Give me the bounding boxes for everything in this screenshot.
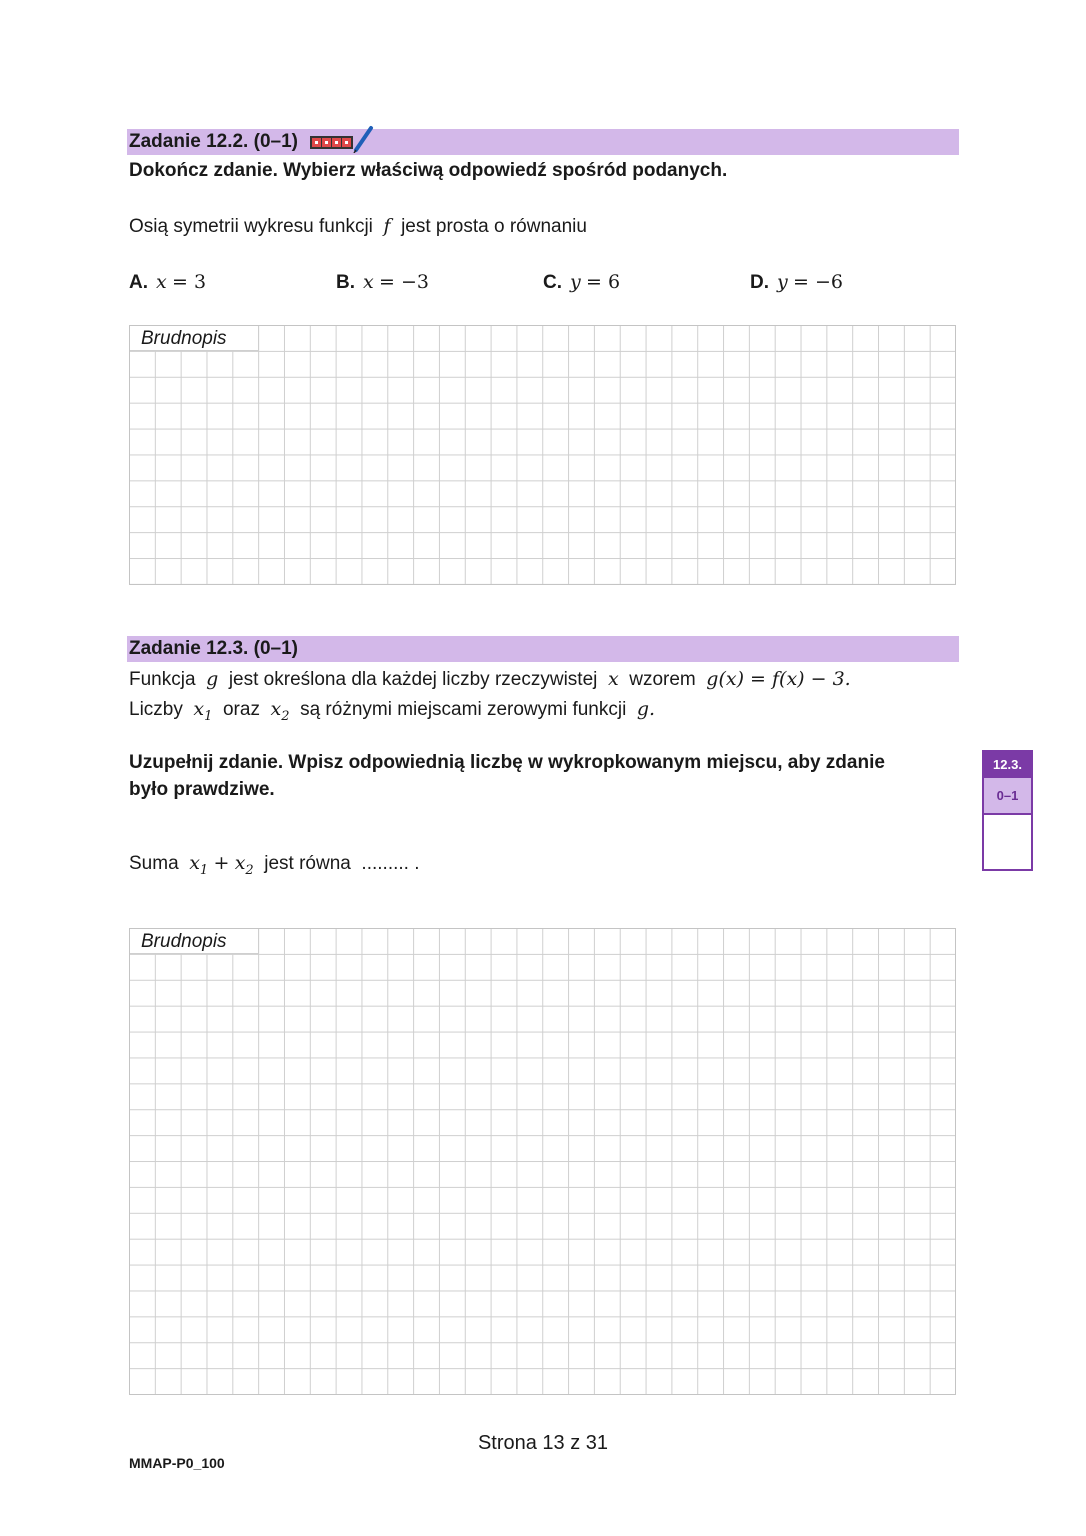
var-x1: x	[193, 698, 205, 720]
var-x2: x	[270, 698, 282, 720]
option-letter: B.	[336, 272, 355, 293]
option-letter: D.	[750, 272, 769, 293]
option-letter: A.	[129, 272, 148, 293]
option-a[interactable]	[129, 271, 206, 294]
subscript: 1	[204, 708, 213, 724]
plus: +	[213, 852, 230, 874]
option-b[interactable]	[336, 271, 429, 294]
answer-boxes-icon	[310, 136, 353, 149]
task-12-2-question	[129, 215, 587, 238]
scratch-label: Brudnopis	[130, 929, 259, 954]
var-g: g.	[636, 698, 656, 720]
text: są różnymi miejscami zerowymi funkcji	[300, 699, 627, 720]
score-field[interactable]	[984, 815, 1031, 869]
question-text: Osią symetrii wykresu funkcji	[129, 216, 373, 237]
score-task-label: 12.3.	[984, 752, 1031, 778]
task-12-3-instruction-2: było prawdziwe.	[129, 779, 275, 800]
option-value: = 6	[586, 271, 621, 293]
question-text: jest prosta o równaniu	[401, 216, 587, 237]
score-range: 0–1	[984, 778, 1031, 815]
scratch-grid-12-3[interactable]	[129, 928, 956, 1395]
function-var: f	[383, 215, 391, 237]
text: jest określona dla każdej liczby rzeczywistej	[228, 669, 598, 690]
option-value: = −3	[379, 271, 429, 293]
var-x1: x	[189, 852, 200, 874]
text: jest równa	[264, 853, 351, 874]
option-value: = 3	[172, 271, 207, 293]
task-12-3-title: Zadanie 12.3. (0–1)	[129, 638, 298, 659]
task-12-3-header	[127, 636, 959, 662]
formula: g(x) = f(x) − 3.	[706, 668, 851, 690]
option-c[interactable]	[543, 271, 620, 294]
task-12-2-header	[127, 129, 959, 155]
option-var: x	[363, 271, 374, 293]
task-12-3-line1	[129, 668, 851, 691]
score-box-12-3	[982, 750, 1033, 871]
exam-code: MMAP-P0_100	[129, 1455, 225, 1471]
option-d[interactable]	[750, 271, 843, 294]
page-number: Strona 13 z 31	[477, 1432, 609, 1454]
text: Suma	[129, 853, 179, 874]
var-x: x	[607, 668, 619, 690]
task-12-3-line2	[129, 698, 655, 724]
option-letter: C.	[543, 272, 562, 293]
task-12-2-instruction: Dokończ zdanie. Wybierz właściwą odpowiedź spośród podanych.	[129, 160, 728, 181]
scratch-label: Brudnopis	[130, 326, 259, 351]
scratch-grid-12-2[interactable]	[129, 325, 956, 585]
text: Liczby	[129, 699, 183, 720]
text: Funkcja	[129, 669, 196, 690]
text: oraz	[222, 699, 260, 720]
option-var: x	[156, 271, 167, 293]
task-12-3-instruction-1: Uzupełnij zdanie. Wpisz odpowiednią liczbę w wykropkowanym miejscu, aby zdanie	[129, 752, 885, 773]
answer-blank[interactable]: ......... .	[361, 853, 420, 874]
task-12-2-title: Zadanie 12.2. (0–1)	[129, 131, 298, 152]
var-g: g	[206, 668, 219, 690]
subscript: 1	[199, 862, 209, 878]
pen-icon	[353, 125, 375, 153]
option-var: y	[777, 271, 788, 293]
subscript: 2	[245, 862, 254, 878]
var-x2: x	[234, 852, 246, 874]
option-var: y	[570, 271, 581, 293]
text: wzorem	[629, 669, 696, 690]
task-12-3-sum	[129, 852, 420, 878]
subscript: 2	[281, 708, 290, 724]
option-value: = −6	[793, 271, 843, 293]
